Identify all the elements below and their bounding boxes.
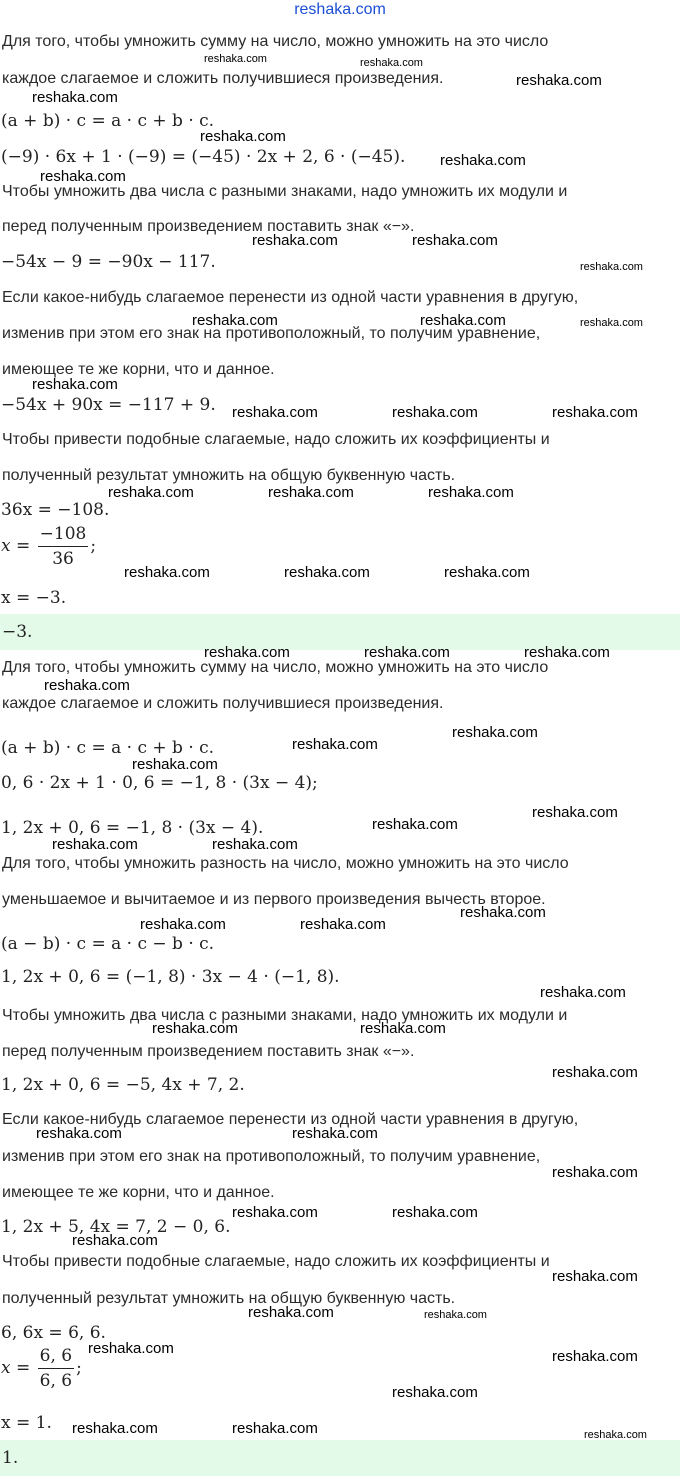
watermark: reshaka.com <box>392 404 478 421</box>
watermark: reshaka.com <box>424 1309 487 1321</box>
watermark: reshaka.com <box>360 1020 446 1037</box>
rule-text: Чтобы привести подобные слагаемые, надо сложить их коэффициенты и <box>2 431 550 448</box>
fraction-numerator: −108 <box>38 524 89 547</box>
equation-step: 1, 2x + 5, 4x = 7, 2 − 0, 6. <box>1 1217 231 1237</box>
watermark: reshaka.com <box>212 836 298 853</box>
equation-step: 1, 2x + 0, 6 = −5, 4x + 7, 2. <box>1 1075 245 1095</box>
watermark: reshaka.com <box>540 984 626 1001</box>
equation-step: x = 1. <box>1 1413 52 1433</box>
watermark: reshaka.com <box>292 736 378 753</box>
watermark: reshaka.com <box>580 317 643 329</box>
watermark: reshaka.com <box>44 677 130 694</box>
watermark: reshaka.com <box>516 72 602 89</box>
equation-step: (−9) · 6x + 1 · (−9) = (−45) · 2x + 2, 6 · (−45). <box>1 147 406 167</box>
watermark: reshaka.com <box>32 89 118 106</box>
watermark: reshaka.com <box>32 376 118 393</box>
rule-text: изменив при этом его знак на противоположный, то получим уравнение, <box>2 325 541 342</box>
fraction-numerator: 6, 6 <box>38 1346 74 1369</box>
watermark: reshaka.com <box>524 644 610 661</box>
fraction-denominator: 36 <box>52 549 74 569</box>
watermark: reshaka.com <box>360 57 423 69</box>
watermark: reshaka.com <box>392 1204 478 1221</box>
watermark: reshaka.com <box>88 1340 174 1357</box>
watermark: reshaka.com <box>40 168 126 185</box>
watermark: reshaka.com <box>140 916 226 933</box>
rule-text: Если какое-нибудь слагаемое перенести из одной части уравнения в другую, <box>2 289 579 306</box>
equation-step: 1, 2x + 0, 6 = −1, 8 · (3x − 4). <box>1 818 264 838</box>
answer-box: 1. <box>0 1440 680 1476</box>
fraction-step: x = $\frac{6, 6}{6, 6}$ ; <box>1 1346 82 1391</box>
equation-step: 36x = −108. <box>1 500 110 520</box>
watermark: reshaka.com <box>440 152 526 169</box>
formula: (a − b) · c = a · c − b · c. <box>1 934 215 954</box>
watermark: reshaka.com <box>428 484 514 501</box>
watermark: reshaka.com <box>420 312 506 329</box>
rule-text: полученный результат умножить на общую буквенную часть. <box>2 1290 456 1307</box>
watermark: reshaka.com <box>232 1204 318 1221</box>
watermark: reshaka.com <box>132 756 218 773</box>
watermark: reshaka.com <box>552 1268 638 1285</box>
watermark: reshaka.com <box>552 1348 638 1365</box>
watermark: reshaka.com <box>268 484 354 501</box>
equation-step: 1, 2x + 0, 6 = (−1, 8) · 3x − 4 · (−1, 8). <box>1 967 340 987</box>
watermark: reshaka.com <box>444 564 530 581</box>
watermark: reshaka.com <box>52 836 138 853</box>
watermark: reshaka.com <box>72 1232 158 1249</box>
watermark: reshaka.com <box>552 404 638 421</box>
watermark: reshaka.com <box>252 232 338 249</box>
fraction-step: x = $\frac{-108}{36}$ ; <box>1 524 97 569</box>
rule-text: имеющее те же корни, что и данное. <box>2 1184 275 1201</box>
rule-text: Если какое-нибудь слагаемое перенести из одной части уравнения в другую, <box>2 1111 579 1128</box>
rule-text: перед полученным произведением поставить знак «−». <box>2 1043 415 1060</box>
rule-text: имеющее те же корни, что и данное. <box>2 361 275 378</box>
equation-step: x = −3. <box>1 588 67 608</box>
site-link[interactable]: reshaka.com <box>294 1 386 18</box>
watermark: reshaka.com <box>552 1164 638 1181</box>
rule-text: Чтобы умножить два числа с разными знаками, надо умножить их модули и <box>2 1007 568 1024</box>
watermark: reshaka.com <box>372 816 458 833</box>
watermark: reshaka.com <box>204 644 290 661</box>
rule-text: Чтобы привести подобные слагаемые, надо сложить их коэффициенты и <box>2 1253 550 1270</box>
watermark: reshaka.com <box>532 804 618 821</box>
fraction-denominator: 6, 6 <box>39 1371 73 1391</box>
formula: (a + b) · c = a · c + b · c. <box>1 738 215 758</box>
answer-box: −3. <box>0 614 680 650</box>
rule-text: перед полученным произведением поставить знак «−». <box>2 218 415 235</box>
watermark: reshaka.com <box>580 261 643 273</box>
watermark: reshaka.com <box>232 404 318 421</box>
watermark: reshaka.com <box>232 1420 318 1437</box>
rule-text: Чтобы умножить два числа с разными знаками, надо умножить их модули и <box>2 183 568 200</box>
watermark: reshaka.com <box>300 916 386 933</box>
watermark: reshaka.com <box>552 1064 638 1081</box>
watermark: reshaka.com <box>452 724 538 741</box>
rule-text: каждое слагаемое и сложить получившиеся произведения. <box>2 70 444 87</box>
watermark: reshaka.com <box>292 1125 378 1142</box>
rule-text: уменьшаемое и вычитаемое и из первого произведения вычесть второе. <box>2 891 546 908</box>
watermark: reshaka.com <box>72 1420 158 1437</box>
watermark: reshaka.com <box>460 904 546 921</box>
watermark: reshaka.com <box>248 1304 334 1321</box>
watermark: reshaka.com <box>392 1384 478 1401</box>
rule-text: Для того, чтобы умножить разность на число, можно умножить на это число <box>2 855 569 872</box>
watermark: reshaka.com <box>204 53 267 65</box>
watermark: reshaka.com <box>36 1125 122 1142</box>
watermark: reshaka.com <box>192 312 278 329</box>
equation-step: 0, 6 · 2x + 1 · 0, 6 = −1, 8 · (3x − 4); <box>1 773 318 793</box>
watermark: reshaka.com <box>412 232 498 249</box>
equation-step: −54x + 90x = −117 + 9. <box>1 395 216 415</box>
equation-step: 6, 6x = 6, 6. <box>1 1323 106 1343</box>
watermark: reshaka.com <box>108 484 194 501</box>
watermark: reshaka.com <box>124 564 210 581</box>
watermark: reshaka.com <box>584 1429 647 1441</box>
watermark: reshaka.com <box>200 128 286 145</box>
rule-text: полученный результат умножить на общую буквенную часть. <box>2 467 456 484</box>
rule-text: Для того, чтобы умножить сумму на число, можно умножить на это число <box>2 33 549 50</box>
rule-text: изменив при этом его знак на противоположный, то получим уравнение, <box>2 1148 541 1165</box>
watermark: reshaka.com <box>152 1020 238 1037</box>
watermark: reshaka.com <box>364 644 450 661</box>
equation-step: −54x − 9 = −90x − 117. <box>1 252 216 272</box>
formula: (a + b) · c = a · c + b · c. <box>1 111 215 131</box>
rule-text: каждое слагаемое и сложить получившиеся произведения. <box>2 695 444 712</box>
rule-text: Для того, чтобы умножить сумму на число, можно умножить на это число <box>2 659 549 676</box>
watermark: reshaka.com <box>284 564 370 581</box>
